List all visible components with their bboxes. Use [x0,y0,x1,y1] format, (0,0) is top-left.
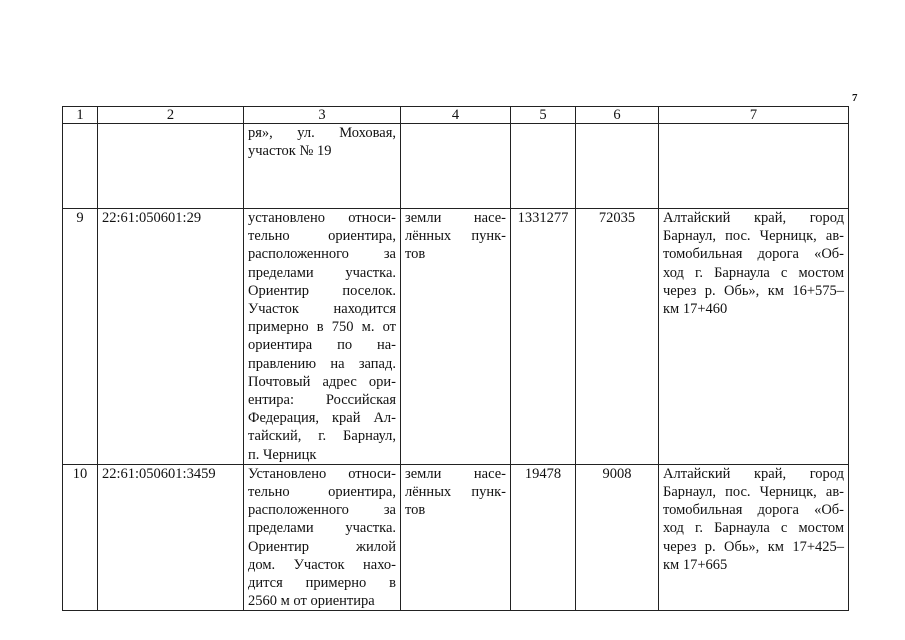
address-line: томобильная дорога «Об- [663,246,844,263]
column-header: 5 [511,107,576,124]
address-line: томобильная дорога «Об- [663,502,844,519]
address-cell [659,464,849,611]
address-line: км 17+460 [663,301,728,318]
location-cell [244,209,401,465]
location-line: дом. Участок нахо- [248,556,396,573]
location-line: Ориентир поселок. [248,282,396,299]
page-number: 7 [852,92,858,104]
location-line: Ориентир жилой [248,538,396,555]
value-cell [576,124,659,209]
location-cell [244,464,401,611]
location-line: ря», ул. Моховая, [248,125,396,141]
location-line: правлению на запад. [248,355,396,372]
column-header: 6 [576,107,659,124]
location-line: п. Черницк [248,446,317,463]
address-line: Барнаул, пос. Черницк, ав- [663,228,844,245]
area-cell [511,124,576,209]
address-line: км 17+665 [663,556,728,573]
cadastral-number-cell [98,124,244,209]
land-category-line: лённых пунк- [405,484,506,501]
column-header: 3 [244,107,401,124]
row-number-cell: 10 [63,464,98,611]
address-line: Алтайский край, город [663,210,844,226]
address-cell [659,209,849,465]
area-cell: 1331277 [511,209,576,465]
land-category-cell [401,209,511,465]
land-category-line: тов [405,246,426,263]
land-category-line: тов [405,502,426,519]
column-header: 4 [401,107,511,124]
address-line: через р. Обь», км 17+425– [663,538,844,555]
location-line: пределами участка. [248,520,396,537]
column-header: 1 [63,107,98,124]
location-line: ориентира по на- [248,337,396,354]
land-category-cell [401,464,511,611]
location-line: примерно в 750 м. от [248,319,396,336]
value-cell: 9008 [576,464,659,611]
location-line: пределами участка. [248,264,396,281]
area-cell: 19478 [511,464,576,611]
land-category-line: лённых пунк- [405,228,506,245]
continuation-row [63,124,849,209]
cadastral-number-cell: 22:61:050601:3459 [98,464,244,611]
land-category-cell [401,124,511,209]
location-line: Участок находится [248,301,396,318]
location-line: тельно ориентира, [248,228,396,245]
location-line: тельно ориентира, [248,484,396,501]
column-header: 7 [659,107,849,124]
land-plots-table [62,106,849,611]
table-row [63,464,849,611]
row-number-cell [63,124,98,209]
cadastral-number-cell: 22:61:050601:29 [98,209,244,465]
address-line: ход г. Барнаула с мостом [663,264,844,281]
location-line: дится примерно в [248,575,396,592]
address-cell [659,124,849,209]
land-category-line: земли насе- [405,210,506,226]
address-line: Алтайский край, город [663,465,844,482]
location-line: тайский, г. Барнаул, [248,428,396,445]
column-header: 2 [98,107,244,124]
location-line: ентира: Российская [248,392,396,409]
location-line: Федерация, край Ал- [248,410,396,427]
location-line: установлено относи- [248,210,396,226]
address-line: Барнаул, пос. Черницк, ав- [663,484,844,501]
address-line: ход г. Барнаула с мостом [663,520,844,537]
address-line: через р. Обь», км 16+575– [663,282,844,299]
location-line: Установлено относи- [248,465,396,482]
land-category-line: земли насе- [405,465,506,482]
row-number-cell: 9 [63,209,98,465]
value-cell: 72035 [576,209,659,465]
location-line: Почтовый адрес ори- [248,373,396,390]
location-line: 2560 м от ориентира [248,593,375,610]
table-row [63,209,849,465]
table-header-row [63,107,849,124]
location-cell [244,124,401,209]
location-line: расположенного за [248,246,396,263]
location-line: участок № 19 [248,143,332,160]
location-line: расположенного за [248,502,396,519]
